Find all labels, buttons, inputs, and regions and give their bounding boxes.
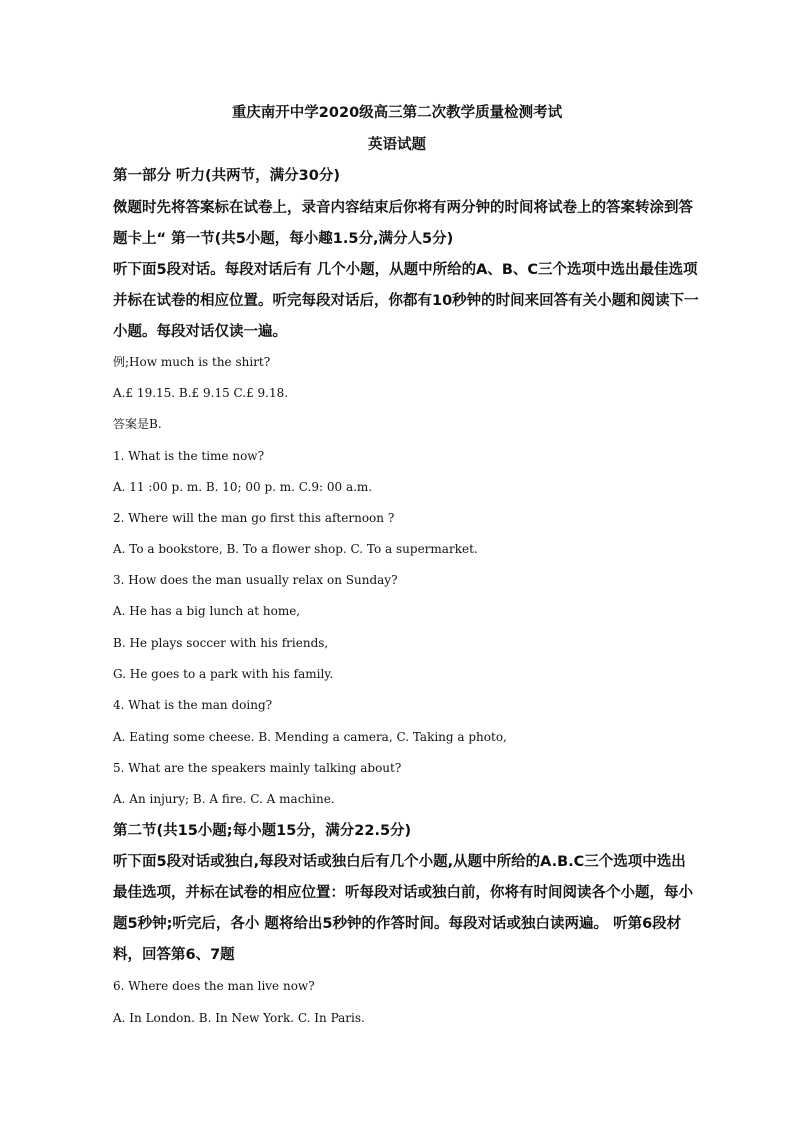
- section2-heading: 第二节(共15小题;每小题15分，满分22.5分): [113, 823, 412, 839]
- question-3-option-c: G. He goes to a park with his family.: [113, 667, 334, 681]
- part1-instruction-line3: 小题。每段对话仅读一遍。: [113, 324, 287, 340]
- part1-instruction-line2: 并标在试卷的相应位置。听完每段对话后，你都有10秒钟的时间来回答有关小题和阅读下一: [113, 293, 699, 309]
- section2-instruction-line4: 料，回答第6、7题: [113, 947, 235, 963]
- example-question: 例;How much is the shirt?: [113, 355, 271, 369]
- question-1-options: A. 11 :00 p. m. B. 10; 00 p. m. C.9: 00 a.m.: [113, 480, 373, 494]
- section2-instruction-line1: 听下面5段对话或独白,每段对话或独白后有几个小题,从题中所给的A.B.C三个选项中选出: [113, 854, 686, 870]
- question-5-options: A. An injury; B. A fire. C. A machine.: [113, 792, 335, 806]
- part1-intro-line2: 题卡上“ 第一节(共5小题，每小趣1.5分,满分人5分): [113, 231, 454, 247]
- part1-intro-line1: 傚题时先将答案标在试卷上，录音内容结束后你将有两分钟的时间将试卷上的答案转涂到答: [113, 200, 693, 216]
- part1-instruction-line1: 听下面5段对话。每段对话后有 几个小题，从题中所给的A、B、C三个选项中选出最佳选项: [113, 262, 698, 278]
- question-6: 6. Where does the man live now?: [113, 979, 315, 993]
- exam-title: 重庆南开中学2020级高三第二次教学质量检测考试: [231, 105, 563, 121]
- question-3-option-b: B. He plays soccer with his friends,: [113, 636, 329, 650]
- example-answer: 答案是B.: [113, 417, 162, 431]
- exam-subtitle: 英语试题: [368, 137, 426, 153]
- question-3: 3. How does the man usually relax on Sunday?: [113, 573, 398, 587]
- example-options: A.£ 19.15. B.£ 9.15 C.£ 9.18.: [113, 386, 289, 400]
- question-2-options: A. To a bookstore, B. To a flower shop. C. To a supermarket.: [113, 542, 478, 556]
- question-6-options: A. In London. B. In New York. C. In Paris.: [113, 1011, 365, 1025]
- part1-heading: 第一部分 听力(共两节，满分30分): [113, 168, 340, 184]
- question-3-option-a: A. He has a big lunch at home,: [113, 604, 301, 618]
- question-4-options: A. Eating some cheese. B. Mending a camera, C. Taking a photo,: [113, 730, 507, 744]
- section2-instruction-line2: 最佳选项，并标在试卷的相应位置：听每段对话或独白前，你将有时间阅读各个小题，每小: [113, 885, 693, 901]
- question-5: 5. What are the speakers mainly talking about?: [113, 761, 402, 775]
- question-1: 1. What is the time now?: [113, 449, 265, 463]
- question-4: 4. What is the man doing?: [113, 698, 273, 712]
- question-2: 2. Where will the man go first this afternoon ?: [113, 511, 395, 525]
- section2-instruction-line3: 题5秒钟;听完后，各小 题将给出5秒钟的作答时间。每段对话或独白读两遍。 听第6段材: [113, 916, 682, 932]
